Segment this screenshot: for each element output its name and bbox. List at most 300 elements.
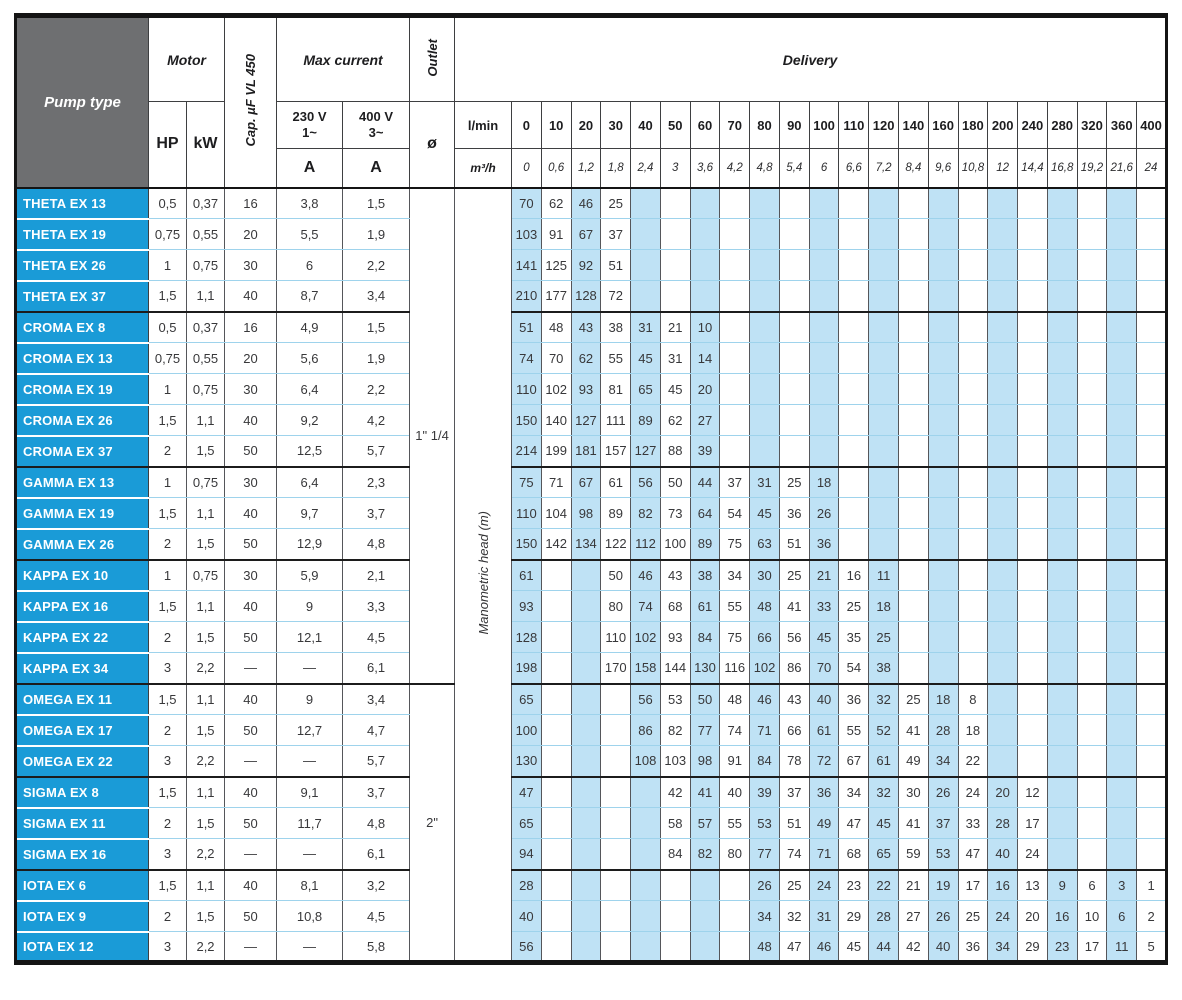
delivery-cell — [571, 622, 601, 653]
delivery-cell — [631, 901, 661, 932]
delivery-cell: 102 — [750, 653, 780, 684]
flow-m3h-value: 19,2 — [1077, 149, 1107, 188]
delivery-cell — [541, 653, 571, 684]
delivery-cell — [898, 622, 928, 653]
delivery-cell — [809, 188, 839, 219]
delivery-cell: 81 — [601, 374, 631, 405]
delivery-cell — [809, 405, 839, 436]
delivery-cell — [839, 343, 869, 374]
delivery-cell — [1107, 436, 1137, 467]
hp-cell: 1 — [149, 560, 187, 591]
delivery-cell: 32 — [869, 684, 899, 715]
kw-cell: 1,1 — [187, 777, 225, 808]
delivery-cell: 24 — [1018, 839, 1048, 870]
capacitor-header-text: Cap. µF VL 450 — [243, 54, 259, 147]
delivery-cell: 98 — [571, 498, 601, 529]
delivery-cell: 25 — [839, 591, 869, 622]
delivery-cell: 56 — [779, 622, 809, 653]
current-400v-cell: 3,7 — [343, 498, 410, 529]
capacitor-cell: 30 — [225, 560, 277, 591]
pump-name-cell: OMEGA EX 17 — [16, 715, 149, 746]
delivery-cell — [1107, 405, 1137, 436]
current-400v-cell: 1,9 — [343, 219, 410, 250]
delivery-cell — [898, 498, 928, 529]
hp-cell: 0,75 — [149, 219, 187, 250]
delivery-cell: 72 — [809, 746, 839, 777]
delivery-cell — [1137, 281, 1167, 312]
delivery-cell — [571, 746, 601, 777]
current-230v-cell: 9 — [277, 591, 343, 622]
delivery-cell — [1018, 529, 1048, 560]
delivery-cell: 20 — [690, 374, 720, 405]
delivery-cell — [1107, 374, 1137, 405]
delivery-cell — [1077, 777, 1107, 808]
delivery-cell — [988, 436, 1018, 467]
delivery-cell — [541, 932, 571, 963]
delivery-cell — [928, 560, 958, 591]
delivery-cell: 104 — [541, 498, 571, 529]
current-230v-cell: — — [277, 653, 343, 684]
delivery-cell — [1077, 591, 1107, 622]
current-230v-cell: 9,2 — [277, 405, 343, 436]
delivery-cell — [601, 684, 631, 715]
delivery-cell — [1077, 250, 1107, 281]
delivery-cell — [720, 250, 750, 281]
delivery-cell: 67 — [571, 219, 601, 250]
delivery-cell: 20 — [988, 777, 1018, 808]
delivery-cell — [750, 188, 780, 219]
delivery-cell: 122 — [601, 529, 631, 560]
delivery-cell — [1137, 498, 1167, 529]
hp-cell: 1 — [149, 467, 187, 498]
delivery-cell: 102 — [541, 374, 571, 405]
delivery-cell: 31 — [660, 343, 690, 374]
delivery-cell — [1047, 684, 1077, 715]
flow-m3h-value: 5,4 — [779, 149, 809, 188]
delivery-cell: 34 — [720, 560, 750, 591]
current-230v-cell: 12,1 — [277, 622, 343, 653]
flow-lmin-value: 110 — [839, 102, 869, 149]
delivery-cell — [1018, 250, 1048, 281]
delivery-cell — [958, 467, 988, 498]
delivery-cell — [601, 715, 631, 746]
delivery-cell — [1137, 312, 1167, 343]
delivery-cell: 31 — [631, 312, 661, 343]
voltage-400-label: 400 V — [359, 108, 394, 124]
manometric-head-cell — [455, 188, 512, 963]
delivery-cell: 110 — [512, 374, 542, 405]
flow-lmin-value: 30 — [601, 102, 631, 149]
delivery-cell: 56 — [631, 684, 661, 715]
delivery-cell: 13 — [1018, 870, 1048, 901]
delivery-cell — [1107, 343, 1137, 374]
delivery-cell: 25 — [779, 870, 809, 901]
delivery-cell — [1137, 343, 1167, 374]
delivery-cell: 75 — [720, 529, 750, 560]
delivery-cell — [1107, 746, 1137, 777]
kw-cell: 0,55 — [187, 343, 225, 374]
delivery-cell: 49 — [898, 746, 928, 777]
delivery-cell — [988, 281, 1018, 312]
delivery-cell — [1137, 684, 1167, 715]
delivery-cell — [869, 374, 899, 405]
delivery-cell — [1137, 188, 1167, 219]
delivery-cell: 40 — [720, 777, 750, 808]
delivery-cell: 73 — [660, 498, 690, 529]
delivery-cell — [779, 219, 809, 250]
delivery-cell — [541, 870, 571, 901]
delivery-cell: 38 — [601, 312, 631, 343]
delivery-cell: 54 — [720, 498, 750, 529]
pump-name-cell: THETA EX 13 — [16, 188, 149, 219]
delivery-cell: 37 — [720, 467, 750, 498]
delivery-cell: 18 — [809, 467, 839, 498]
delivery-cell — [1018, 715, 1048, 746]
voltage-400-header — [343, 102, 410, 149]
flow-m3h-value: 8,4 — [898, 149, 928, 188]
kw-cell: 1,1 — [187, 281, 225, 312]
delivery-cell — [1107, 591, 1137, 622]
delivery-cell: 10 — [1077, 901, 1107, 932]
current-400v-cell: 3,2 — [343, 870, 410, 901]
delivery-cell: 53 — [928, 839, 958, 870]
delivery-cell: 17 — [1018, 808, 1048, 839]
delivery-cell: 53 — [660, 684, 690, 715]
delivery-cell — [571, 870, 601, 901]
delivery-cell — [1077, 343, 1107, 374]
pump-name-cell: KAPPA EX 34 — [16, 653, 149, 684]
delivery-cell — [720, 188, 750, 219]
delivery-cell — [1107, 808, 1137, 839]
kw-cell: 0,37 — [187, 312, 225, 343]
delivery-cell — [1107, 777, 1137, 808]
delivery-cell — [1018, 405, 1048, 436]
delivery-cell — [898, 281, 928, 312]
delivery-cell: 45 — [869, 808, 899, 839]
delivery-cell: 68 — [660, 591, 690, 622]
current-400v-cell: 3,7 — [343, 777, 410, 808]
delivery-cell — [690, 188, 720, 219]
delivery-cell — [958, 405, 988, 436]
current-400v-cell: 2,3 — [343, 467, 410, 498]
capacitor-cell: 50 — [225, 715, 277, 746]
delivery-cell: 8 — [958, 684, 988, 715]
delivery-cell — [1018, 436, 1048, 467]
delivery-cell: 47 — [958, 839, 988, 870]
delivery-cell — [631, 839, 661, 870]
delivery-cell: 100 — [512, 715, 542, 746]
delivery-cell — [601, 839, 631, 870]
delivery-cell: 65 — [869, 839, 899, 870]
delivery-cell — [601, 808, 631, 839]
delivery-cell: 71 — [750, 715, 780, 746]
delivery-cell — [839, 529, 869, 560]
delivery-cell: 67 — [571, 467, 601, 498]
kw-header: kW — [187, 102, 225, 188]
delivery-cell: 9 — [1047, 870, 1077, 901]
delivery-cell: 40 — [928, 932, 958, 963]
delivery-cell — [1077, 374, 1107, 405]
delivery-cell: 199 — [541, 436, 571, 467]
delivery-cell — [1018, 374, 1048, 405]
delivery-cell — [928, 436, 958, 467]
delivery-cell: 70 — [541, 343, 571, 374]
delivery-cell: 142 — [541, 529, 571, 560]
delivery-cell: 31 — [750, 467, 780, 498]
delivery-cell — [898, 560, 928, 591]
flow-lmin-value: 60 — [690, 102, 720, 149]
delivery-cell: 27 — [690, 405, 720, 436]
hp-cell: 3 — [149, 653, 187, 684]
delivery-cell — [988, 188, 1018, 219]
delivery-cell — [571, 591, 601, 622]
delivery-cell: 78 — [779, 746, 809, 777]
delivery-cell: 125 — [541, 250, 571, 281]
delivery-cell — [1137, 591, 1167, 622]
capacitor-cell: 30 — [225, 467, 277, 498]
current-230v-cell: — — [277, 932, 343, 963]
delivery-cell: 65 — [512, 808, 542, 839]
capacitor-cell: 40 — [225, 498, 277, 529]
pump-name-cell: IOTA EX 6 — [16, 870, 149, 901]
kw-cell: 0,75 — [187, 560, 225, 591]
current-400v-cell: 4,7 — [343, 715, 410, 746]
delivery-cell: 65 — [631, 374, 661, 405]
kw-cell: 1,1 — [187, 405, 225, 436]
delivery-cell: 74 — [512, 343, 542, 374]
delivery-cell: 91 — [541, 219, 571, 250]
flow-m3h-value: 9,6 — [928, 149, 958, 188]
delivery-cell: 177 — [541, 281, 571, 312]
table-row — [16, 870, 1167, 901]
current-400v-cell: 4,8 — [343, 529, 410, 560]
outlet-header-text: Outlet — [424, 39, 440, 77]
table-row — [16, 250, 1167, 281]
delivery-cell — [541, 901, 571, 932]
delivery-cell — [839, 219, 869, 250]
current-230v-cell: 9 — [277, 684, 343, 715]
delivery-cell: 55 — [601, 343, 631, 374]
delivery-cell — [928, 343, 958, 374]
current-230v-cell: 9,7 — [277, 498, 343, 529]
delivery-cell — [928, 312, 958, 343]
flow-lmin-value: 80 — [750, 102, 780, 149]
delivery-cell: 98 — [690, 746, 720, 777]
delivery-cell: 50 — [601, 560, 631, 591]
delivery-cell: 112 — [631, 529, 661, 560]
hp-cell: 0,75 — [149, 343, 187, 374]
hp-cell: 2 — [149, 901, 187, 932]
delivery-cell — [690, 219, 720, 250]
delivery-cell — [869, 219, 899, 250]
delivery-cell — [898, 436, 928, 467]
delivery-cell — [720, 281, 750, 312]
delivery-cell: 198 — [512, 653, 542, 684]
kw-cell: 1,1 — [187, 684, 225, 715]
flow-lmin-label: l/min — [455, 102, 512, 149]
flow-lmin-value: 50 — [660, 102, 690, 149]
table-row — [16, 932, 1167, 963]
current-400v-cell: 2,1 — [343, 560, 410, 591]
delivery-cell: 21 — [898, 870, 928, 901]
pump-name-cell: IOTA EX 9 — [16, 901, 149, 932]
current-230v-cell: 12,9 — [277, 529, 343, 560]
current-230v-cell: 5,6 — [277, 343, 343, 374]
delivery-cell — [839, 436, 869, 467]
delivery-cell: 46 — [750, 684, 780, 715]
outlet-size-cell: 1" 1/4 — [410, 188, 455, 684]
delivery-cell — [1047, 436, 1077, 467]
flow-lmin-value: 20 — [571, 102, 601, 149]
delivery-cell — [720, 405, 750, 436]
delivery-cell — [809, 312, 839, 343]
pump-name-cell: KAPPA EX 16 — [16, 591, 149, 622]
hp-cell: 1 — [149, 250, 187, 281]
delivery-cell — [1077, 467, 1107, 498]
delivery-cell: 5 — [1137, 932, 1167, 963]
kw-cell: 0,75 — [187, 250, 225, 281]
pump-name-cell: OMEGA EX 11 — [16, 684, 149, 715]
kw-cell: 1,5 — [187, 436, 225, 467]
hp-cell: 1,5 — [149, 281, 187, 312]
delivery-cell — [1137, 622, 1167, 653]
delivery-cell — [690, 901, 720, 932]
delivery-cell: 44 — [869, 932, 899, 963]
flow-lmin-value: 0 — [512, 102, 542, 149]
delivery-cell — [1137, 467, 1167, 498]
delivery-cell — [988, 219, 1018, 250]
delivery-cell — [869, 281, 899, 312]
capacitor-cell: 16 — [225, 188, 277, 219]
delivery-cell: 36 — [958, 932, 988, 963]
flow-m3h-value: 0 — [512, 149, 542, 188]
delivery-cell — [1047, 467, 1077, 498]
delivery-cell: 91 — [720, 746, 750, 777]
delivery-cell — [541, 622, 571, 653]
delivery-cell: 103 — [660, 746, 690, 777]
delivery-cell: 25 — [779, 467, 809, 498]
voltage-230-header — [277, 102, 343, 149]
delivery-cell — [869, 188, 899, 219]
delivery-cell — [690, 250, 720, 281]
delivery-cell — [958, 653, 988, 684]
pump-name-cell: CROMA EX 8 — [16, 312, 149, 343]
delivery-cell: 94 — [512, 839, 542, 870]
pump-name-cell: GAMMA EX 26 — [16, 529, 149, 560]
current-400v-cell: 1,9 — [343, 343, 410, 374]
current-400v-cell: 5,8 — [343, 932, 410, 963]
delivery-cell: 144 — [660, 653, 690, 684]
outlet-size-cell: 2" — [410, 684, 455, 963]
flow-lmin-value: 400 — [1137, 102, 1167, 149]
table-row — [16, 901, 1167, 932]
flow-m3h-value: 4,8 — [750, 149, 780, 188]
delivery-cell — [988, 684, 1018, 715]
delivery-cell — [750, 219, 780, 250]
table-row — [16, 808, 1167, 839]
delivery-cell — [1047, 219, 1077, 250]
delivery-cell — [958, 312, 988, 343]
delivery-cell: 65 — [512, 684, 542, 715]
current-400v-cell: 4,2 — [343, 405, 410, 436]
hp-cell: 2 — [149, 715, 187, 746]
pump-name-cell: CROMA EX 19 — [16, 374, 149, 405]
delivery-cell — [1107, 312, 1137, 343]
delivery-cell — [571, 715, 601, 746]
delivery-cell: 32 — [869, 777, 899, 808]
delivery-cell: 37 — [779, 777, 809, 808]
delivery-cell — [928, 622, 958, 653]
delivery-cell — [1077, 560, 1107, 591]
capacitor-cell: 50 — [225, 622, 277, 653]
capacitor-cell: 20 — [225, 219, 277, 250]
delivery-cell: 28 — [869, 901, 899, 932]
current-400v-cell: 3,4 — [343, 684, 410, 715]
current-400v-cell: 6,1 — [343, 653, 410, 684]
delivery-cell — [601, 777, 631, 808]
delivery-cell: 34 — [839, 777, 869, 808]
delivery-cell: 62 — [541, 188, 571, 219]
delivery-cell: 88 — [660, 436, 690, 467]
delivery-cell: 62 — [571, 343, 601, 374]
capacitor-cell: 16 — [225, 312, 277, 343]
delivery-cell: 86 — [631, 715, 661, 746]
delivery-cell: 93 — [512, 591, 542, 622]
delivery-cell: 48 — [541, 312, 571, 343]
delivery-cell: 55 — [720, 808, 750, 839]
delivery-cell: 39 — [690, 436, 720, 467]
hp-cell: 1,5 — [149, 684, 187, 715]
capacitor-cell: 50 — [225, 808, 277, 839]
delivery-cell — [928, 281, 958, 312]
delivery-cell — [1137, 250, 1167, 281]
delivery-cell — [1047, 250, 1077, 281]
delivery-cell: 71 — [541, 467, 571, 498]
delivery-cell — [988, 467, 1018, 498]
pump-name-cell: CROMA EX 37 — [16, 436, 149, 467]
delivery-cell — [571, 653, 601, 684]
delivery-cell — [1107, 467, 1137, 498]
delivery-cell: 92 — [571, 250, 601, 281]
delivery-cell: 128 — [571, 281, 601, 312]
delivery-cell — [898, 529, 928, 560]
delivery-cell: 25 — [601, 188, 631, 219]
delivery-cell — [1137, 839, 1167, 870]
hp-cell: 1,5 — [149, 591, 187, 622]
delivery-cell — [958, 560, 988, 591]
delivery-cell: 29 — [839, 901, 869, 932]
flow-m3h-value: 3 — [660, 149, 690, 188]
outlet-header — [410, 16, 455, 102]
kw-cell: 1,5 — [187, 808, 225, 839]
delivery-cell: 59 — [898, 839, 928, 870]
delivery-cell — [869, 312, 899, 343]
amp-230-header: A — [277, 149, 343, 188]
delivery-cell — [1107, 281, 1137, 312]
delivery-cell: 214 — [512, 436, 542, 467]
delivery-cell: 110 — [512, 498, 542, 529]
delivery-cell: 3 — [1107, 870, 1137, 901]
delivery-cell — [690, 281, 720, 312]
delivery-cell — [988, 746, 1018, 777]
delivery-cell: 12 — [1018, 777, 1048, 808]
capacitor-cell: — — [225, 653, 277, 684]
current-230v-cell: 3,8 — [277, 188, 343, 219]
capacitor-cell: 30 — [225, 250, 277, 281]
flow-lmin-value: 40 — [631, 102, 661, 149]
current-230v-cell: 5,9 — [277, 560, 343, 591]
delivery-cell: 102 — [631, 622, 661, 653]
